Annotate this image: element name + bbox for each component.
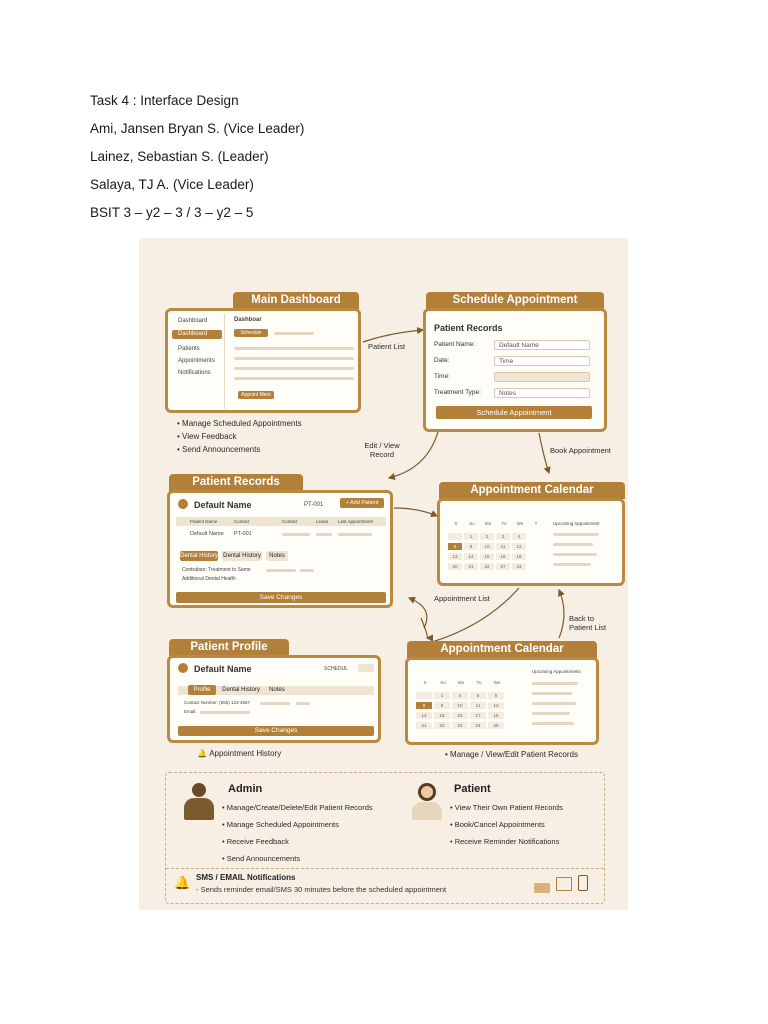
calendar-day-header: Su xyxy=(440,680,446,685)
calendar1-panel xyxy=(437,498,625,586)
calendar-day-cell[interactable]: 23 xyxy=(452,722,468,729)
col-header-4: Lease xyxy=(316,519,329,524)
schedule-panel xyxy=(423,308,607,432)
calendar-day-cell[interactable]: 12 xyxy=(512,543,526,550)
calendar-day-cell[interactable]: 23 xyxy=(512,563,526,570)
profile-email: Email: xyxy=(184,709,197,714)
patient-id: PT-001 xyxy=(304,502,324,508)
interface-design-poster xyxy=(139,238,628,910)
calendar-day-cell[interactable]: 9 xyxy=(434,702,450,709)
calendar-day-cell[interactable]: 17 xyxy=(470,712,486,719)
calendar-day-cell[interactable]: 11 xyxy=(470,702,486,709)
monitor-icon xyxy=(556,877,572,891)
admin-avatar-icon xyxy=(182,783,216,821)
calendar-day-header: Mo xyxy=(484,521,492,526)
calendar-day-cell[interactable]: 3 xyxy=(496,533,510,540)
calendar-day-header: Mo xyxy=(457,680,465,685)
calendar-day-cell[interactable]: 21 xyxy=(416,722,432,729)
calendar-day-cell[interactable]: 4 xyxy=(512,533,526,540)
label-edit-view: Edit / View Record xyxy=(364,441,400,459)
calendar-day-cell[interactable]: 16 xyxy=(452,712,468,719)
calendar-day-cell[interactable]: 12 xyxy=(488,702,504,709)
calendar-day-cell[interactable]: 8 xyxy=(416,702,432,709)
calendar-day-cell[interactable]: 10 xyxy=(452,702,468,709)
profile-badge: SCHEDUL xyxy=(324,666,348,672)
schedule-title: Schedule Appointment xyxy=(426,292,604,309)
calendar-day-cell[interactable]: 13 xyxy=(448,553,462,560)
label-appointment-list: Appointment List xyxy=(434,594,490,603)
admin-item-1: • Manage/Create/Delete/Edit Patient Records xyxy=(222,803,373,812)
profile-name: Default Name xyxy=(194,664,252,674)
roles-box xyxy=(165,772,605,904)
calendar-day-cell[interactable]: 27 xyxy=(496,563,510,570)
sidebar-item-notifications[interactable]: Notifications xyxy=(178,370,211,376)
patient-item-2: • Book/Cancel Appointments xyxy=(450,820,545,829)
label-patient-name: Patient Name: xyxy=(434,341,476,348)
calendar-day-cell[interactable]: 22 xyxy=(434,722,450,729)
patient-name-select[interactable]: Default Name xyxy=(494,340,590,350)
patient-records-title: Patient Records xyxy=(169,474,303,491)
calendar-day-cell[interactable] xyxy=(448,533,462,540)
sidebar-active-item[interactable]: Dashboard xyxy=(172,330,222,339)
calendar-day-cell[interactable]: 11 xyxy=(496,543,510,550)
patient-item-1: • View Their Own Patient Records xyxy=(450,803,563,812)
sidebar-item-dashboard[interactable]: Dashboard xyxy=(178,318,208,324)
admin-item-2: • Manage Scheduled Appointments xyxy=(222,820,339,829)
col-header-3: Contact xyxy=(282,519,298,524)
calendar2-title: Appointment Calendar xyxy=(407,641,597,658)
appointment-history-link[interactable]: 🔔 Appointment History xyxy=(197,749,282,758)
main-dashboard-title: Main Dashboard xyxy=(233,292,359,309)
calendar-bullet: • Manage / View/Edit Patient Records xyxy=(445,750,578,759)
task-title: Task 4 : Interface Design xyxy=(90,93,239,108)
col-header-2: Contact xyxy=(234,519,250,524)
calendar-day-cell[interactable]: 18 xyxy=(512,553,526,560)
patient-item-3: • Receive Reminder Notifications xyxy=(450,837,560,846)
phone-icon xyxy=(578,875,588,891)
dashboard-bullet-2: • View Feedback xyxy=(177,432,237,441)
profile-contact: Contact Number: (555) 123-4567 xyxy=(184,700,251,705)
calendar-day-header: Tu xyxy=(476,680,482,685)
calendar-day-cell[interactable]: 1 xyxy=(464,533,478,540)
calendar-day-cell[interactable]: 21 xyxy=(464,563,478,570)
detail-line-1: Contraban: Treatment to Same xyxy=(182,567,251,573)
detail-line-2: Additional Dental Health xyxy=(182,576,236,582)
label-book-appointment: Book Appointment xyxy=(550,446,611,455)
calendar-day-header: S xyxy=(454,521,458,526)
date-select[interactable]: Time xyxy=(494,356,590,366)
patient-role-title: Patient xyxy=(454,783,491,795)
admin-title: Admin xyxy=(228,783,263,795)
calendar-day-cell[interactable]: 25 xyxy=(488,722,504,729)
calendar-day-cell[interactable]: 4 xyxy=(452,692,468,699)
calendar-day-cell[interactable]: 16 xyxy=(496,553,510,560)
patient-profile-title: Patient Profile xyxy=(169,639,289,656)
calendar-day-cell[interactable]: 15 xyxy=(434,712,450,719)
calendar-day-header: S xyxy=(423,680,427,685)
calendar-day-cell[interactable]: 18 xyxy=(488,712,504,719)
notifications-text: - Sends reminder email/SMS 30 minutes before the scheduled appointment xyxy=(196,885,447,894)
label-treatment-type: Treatment Type: xyxy=(434,389,481,396)
calendar-day-cell[interactable] xyxy=(416,692,432,699)
dashboard-bullet-3: • Send Announcements xyxy=(177,445,261,454)
schedule-appointment-button[interactable]: Schedule Appointment xyxy=(436,406,592,419)
member-salaya: Salaya, TJ A. (Vice Leader) xyxy=(90,177,254,192)
add-patient-button[interactable]: + Add Patient xyxy=(340,498,384,508)
row-name[interactable]: Default Name xyxy=(190,531,224,537)
time-field[interactable] xyxy=(494,372,590,382)
calendar-day-cell[interactable]: 14 xyxy=(464,553,478,560)
calendar-day-header: Su xyxy=(469,521,475,526)
calendar-day-cell[interactable]: 5 xyxy=(470,692,486,699)
member-lainez: Lainez, Sebastian S. (Leader) xyxy=(90,149,269,164)
profile-avatar-icon xyxy=(178,663,188,673)
calendar1-upcoming-label: Upcoming Appointment xyxy=(553,521,600,526)
profile-save-button[interactable]: Save Changes xyxy=(178,726,374,736)
calendar-day-cell[interactable]: 5 xyxy=(488,692,504,699)
profile-tab-dental-history[interactable]: Dental History xyxy=(222,687,260,693)
calendar-day-cell[interactable]: 22 xyxy=(480,563,494,570)
label-date: Date: xyxy=(434,357,450,364)
calendar-day-cell[interactable]: 24 xyxy=(470,722,486,729)
label-back-to-list: Back to Patient List xyxy=(569,614,607,632)
calendar-day-cell[interactable]: 2 xyxy=(480,533,494,540)
calendar-day-cell[interactable]: 15 xyxy=(480,553,494,560)
col-header-5: Last Appointment xyxy=(338,519,373,524)
main-dashboard-panel xyxy=(165,308,361,413)
sidebar-item-appointments[interactable]: Appointments xyxy=(178,358,215,364)
sidebar-item-patients[interactable]: Patients xyxy=(178,346,200,352)
calendar-day-cell[interactable]: 10 xyxy=(480,543,494,550)
calendar-day-header: T xyxy=(534,521,538,526)
member-ami: Ami, Jansen Bryan S. (Vice Leader) xyxy=(90,121,305,136)
calendar2-panel xyxy=(405,657,599,745)
calendar-day-header: We xyxy=(516,521,524,526)
col-header-1: Patient Name xyxy=(190,519,218,524)
section-code: BSIT 3 – y2 – 3 / 3 – y2 – 5 xyxy=(90,205,254,220)
tab-dental-history[interactable]: Dental History xyxy=(223,553,261,559)
user-avatar-icon xyxy=(178,499,188,509)
patient-records-panel xyxy=(167,490,393,608)
profile-tab-notes[interactable]: Notes xyxy=(269,687,285,693)
admin-item-4: • Send Announcements xyxy=(222,854,301,863)
calendar-day-header: We xyxy=(493,680,501,685)
calendar-day-cell[interactable]: 1 xyxy=(434,692,450,699)
treatment-type-select[interactable]: Notes xyxy=(494,388,590,398)
dashboard-bullet-1: • Manage Scheduled Appointments xyxy=(177,419,302,428)
admin-item-3: • Receive Feedback xyxy=(222,837,289,846)
label-patient-list: Patient List xyxy=(368,342,406,351)
email-icon xyxy=(534,883,550,893)
calendar-day-cell[interactable]: 9 xyxy=(464,543,478,550)
label-time: Time: xyxy=(434,373,451,380)
row-id: PT-001 xyxy=(234,531,252,537)
dashboard-topbar-title: Dashboar xyxy=(234,317,262,323)
tab-dental-history-active[interactable]: Dental History xyxy=(180,553,218,559)
dashboard-appointment-button[interactable]: Appoint Ment xyxy=(238,391,274,399)
calendar-day-cell[interactable]: 14 xyxy=(416,712,432,719)
patient-avatar-icon xyxy=(410,783,444,821)
notifications-title: SMS / EMAIL Notifications xyxy=(196,873,296,882)
calendar-day-header: Tu xyxy=(501,521,507,526)
profile-tab-profile[interactable]: Profile xyxy=(188,685,216,695)
tab-notes[interactable]: Notes xyxy=(266,551,288,561)
dashboard-schedule-button[interactable]: Schedule xyxy=(234,329,268,337)
patient-profile-panel xyxy=(167,655,381,743)
calendar-day-cell[interactable]: 5 xyxy=(448,543,462,550)
calendar2-upcoming-label: Upcoming Appointments xyxy=(532,669,581,674)
bell-icon: 🔔 xyxy=(174,875,191,890)
save-changes-button[interactable]: Save Changes xyxy=(176,592,386,603)
calendar1-title: Appointment Calendar xyxy=(439,482,625,499)
calendar-day-cell[interactable]: 20 xyxy=(448,563,462,570)
schedule-heading: Patient Records xyxy=(434,323,503,333)
patient-records-name: Default Name xyxy=(194,500,252,510)
dashboard-sidebar xyxy=(172,314,225,409)
